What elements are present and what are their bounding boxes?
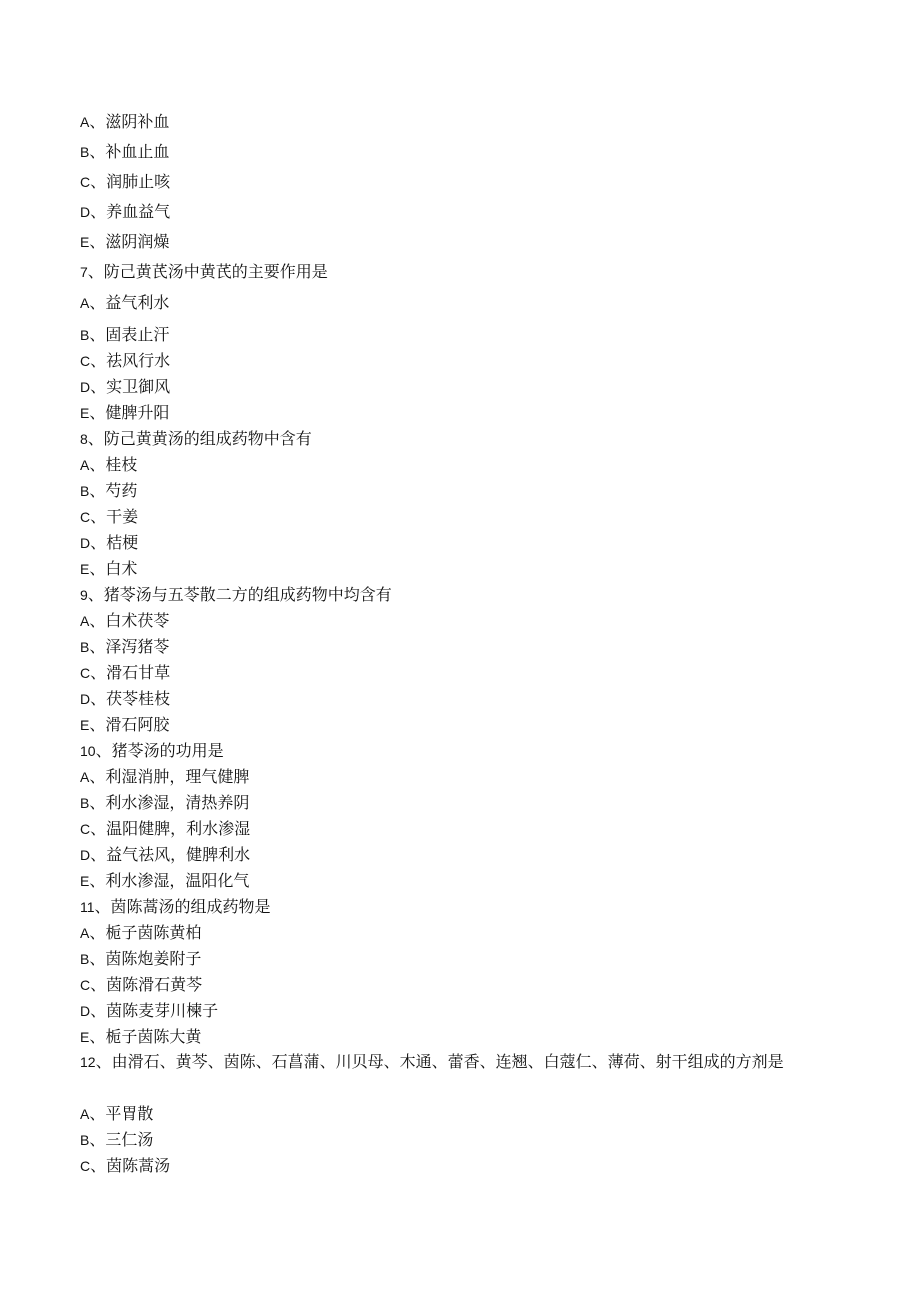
question-8-stem: 8、防己黄黄汤的组成药物中含有 [80,429,312,448]
option-q8-d: D、桔梗 [80,533,139,552]
option-q8-b: B、芍药 [80,481,138,500]
option-q6-a: A、滋阴补血 [80,112,170,131]
option-q11-d: D、茵陈麦芽川楝子 [80,1001,219,1020]
option-q11-c: C、茵陈滑石黄芩 [80,975,203,994]
option-q10-c: C、温阳健脾，利水渗湿 [80,819,251,838]
question-10-stem: 10、猪苓汤的功用是 [80,741,224,760]
option-q9-d: D、茯苓桂枝 [80,689,171,708]
option-q7-a: A、益气利水 [80,293,170,312]
option-q9-a: A、白术茯苓 [80,611,170,630]
option-q7-e: E、健脾升阳 [80,403,170,422]
option-q12-c: C、茵陈蒿汤 [80,1156,171,1175]
option-q9-e: E、滑石阿胶 [80,715,170,734]
option-q8-a: A、桂枝 [80,455,138,474]
option-q9-c: C、滑石甘草 [80,663,171,682]
option-q12-b: B、三仁汤 [80,1130,154,1149]
option-q7-c: C、祛风行水 [80,351,171,370]
option-q6-b: B、补血止血 [80,142,170,161]
option-q6-c: C、润肺止咳 [80,172,171,191]
option-q10-e: E、利水渗湿，温阳化气 [80,871,250,890]
question-12-stem: 12、由滑石、黄芩、茵陈、石菖蒲、川贝母、木通、蕾香、连翘、白蔻仁、薄荷、射干组成的方剂是 [80,1052,784,1071]
option-q9-b: B、泽泻猪苓 [80,637,170,656]
option-q8-c: C、干姜 [80,507,139,526]
option-q10-a: A、利湿消肿，理气健脾 [80,767,250,786]
option-q10-b: B、利水渗湿，清热养阴 [80,793,250,812]
option-q7-d: D、实卫御风 [80,377,171,396]
option-q10-d: D、益气祛风，健脾利水 [80,845,251,864]
question-9-stem: 9、猪苓汤与五苓散二方的组成药物中均含有 [80,585,392,604]
option-q6-e: E、滋阴润燥 [80,232,170,251]
option-q11-b: B、茵陈炮姜附子 [80,949,202,968]
question-7-stem: 7、防己黄芪汤中黄芪的主要作用是 [80,262,328,281]
option-q12-a: A、平胃散 [80,1104,154,1123]
option-q8-e: E、白术 [80,559,138,578]
option-q11-e: E、栀子茵陈大黄 [80,1027,202,1046]
option-q7-b: B、固表止汗 [80,325,170,344]
option-q11-a: A、栀子茵陈黄柏 [80,923,202,942]
question-11-stem: 11、茵陈蒿汤的组成药物是 [80,897,271,916]
option-q6-d: D、养血益气 [80,202,171,221]
